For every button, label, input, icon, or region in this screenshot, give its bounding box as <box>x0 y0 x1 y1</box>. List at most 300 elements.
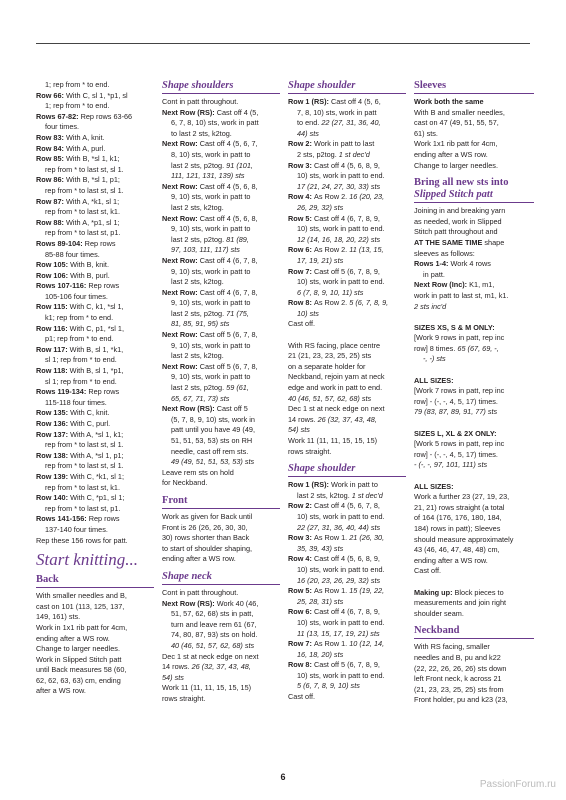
bold-label: Row 105: <box>36 260 71 270</box>
text-run: Cast off 5 (6, 7, 8, <box>199 330 258 340</box>
italic-count: 2 sts inc'd <box>414 301 447 311</box>
text-line <box>36 218 154 229</box>
text-line <box>414 609 534 620</box>
text-run: With A, *sl 1, k1; <box>70 429 124 439</box>
text-run: 9, 10) sts, work in patt to <box>171 224 251 234</box>
text-line <box>414 376 534 387</box>
text-run: k1; rep from * to end. <box>45 313 114 323</box>
bold-label: Rows 89-104: <box>36 238 85 248</box>
text-run: (22, 22, 26, 26, 26) sts down <box>414 663 507 673</box>
text-run: Change to larger needles. <box>414 160 498 170</box>
text-line <box>162 652 280 663</box>
bold-label: Row 1 (RS): <box>288 480 331 490</box>
text-run: With B, sl 1, *k1, <box>69 344 124 354</box>
italic-count: 11 (13, 15, <box>349 245 384 255</box>
bold-label: Row 7: <box>288 266 314 276</box>
text-line <box>162 447 280 458</box>
text-line <box>162 362 280 373</box>
text-run: As Row 1. <box>313 586 350 596</box>
page-number: 6 <box>280 772 286 782</box>
text-run: Cast off 4 (6, 7, 8, <box>199 287 258 297</box>
text-line <box>162 161 280 172</box>
bold-label: SIZES XS, S & M ONLY: <box>414 322 495 332</box>
text-line <box>414 664 534 675</box>
text-line <box>288 171 406 182</box>
italic-count: 10) sts <box>297 308 319 318</box>
text-line <box>288 351 406 362</box>
text-line <box>288 362 406 373</box>
text-run: As Row 2. <box>313 245 350 255</box>
bold-label: AT THE SAME TIME <box>414 237 485 247</box>
text-line <box>414 150 534 161</box>
text-line <box>162 554 280 565</box>
text-line <box>36 144 154 155</box>
bold-label: SIZES L, XL & 2X ONLY: <box>414 428 497 438</box>
text-run: Rep rows <box>88 387 120 397</box>
text-line <box>288 415 406 426</box>
italic-count: 10 (12, 14, <box>349 639 385 649</box>
italic-count: 1 st dec'd <box>338 149 370 159</box>
text-run: 1; rep from * to end. <box>45 80 110 89</box>
text-line <box>36 355 154 366</box>
all-sizes-block-2 <box>414 482 534 577</box>
bold-label: Row 4: <box>288 554 314 564</box>
italic-count: 17 (21, 24, 27, 30, 33) sts <box>297 181 381 191</box>
column-4 <box>414 80 534 706</box>
shoulder-1-instructions <box>288 97 406 330</box>
text-run: [Work 9 rows in patt, rep inc <box>414 333 505 343</box>
text-run: 1; rep from * to end. <box>45 101 110 111</box>
text-line <box>162 245 280 256</box>
italic-count: -, -) sts <box>423 354 446 364</box>
text-line <box>288 394 406 405</box>
text-run: 61) sts. <box>414 128 438 138</box>
text-run: Work 1x1 rib patt for 4cm, <box>414 139 498 149</box>
text-line <box>288 108 406 119</box>
text-line <box>414 439 534 450</box>
shape-neck-heading: Shape neck <box>162 571 280 585</box>
text-line <box>414 556 534 567</box>
bold-label: Row 115: <box>36 302 70 312</box>
text-line <box>162 298 280 309</box>
text-run: Cast off. <box>288 319 316 329</box>
text-line <box>414 642 534 653</box>
text-line <box>414 280 534 291</box>
text-line <box>36 461 154 472</box>
text-run: rep from * to last st, sl 1. <box>45 185 124 195</box>
column-1 <box>36 80 154 697</box>
text-line <box>414 386 534 397</box>
bold-label: Row 8: <box>288 660 314 670</box>
bold-label: Row 88: <box>36 217 67 227</box>
text-run: rep from * to last st, sl 1. <box>45 461 124 471</box>
text-line <box>162 256 280 267</box>
text-line <box>36 377 154 388</box>
text-line <box>36 419 154 430</box>
text-run: 10) sts, work in patt to end. <box>297 564 385 574</box>
text-run: Stitch patt throughout and <box>414 227 498 237</box>
text-line <box>288 161 406 172</box>
text-run: With RS facing, place centre <box>288 340 381 350</box>
text-line <box>414 535 534 546</box>
text-line <box>36 644 154 655</box>
front-instructions <box>162 512 280 565</box>
text-line <box>414 333 534 344</box>
text-line <box>288 118 406 129</box>
text-run: last 2 sts, p2tog. <box>171 234 227 244</box>
text-run: (5, 7, 8, 9, 10) sts, work in <box>171 414 255 424</box>
text-run: Dec 1 st at neck edge on next <box>288 404 385 414</box>
italic-count: 21 (26, 30, <box>349 533 385 543</box>
text-line <box>288 565 406 576</box>
bold-label: Row 137: <box>36 429 71 439</box>
text-line <box>288 512 406 523</box>
text-run: needles and B, pu and k22 <box>414 652 501 662</box>
text-run: should measure approximately <box>414 534 514 544</box>
text-line <box>162 129 280 140</box>
text-line <box>414 429 534 440</box>
italic-count: 16 (20, 23, 26, 29, 32) sts <box>297 575 381 585</box>
text-run: Cast off 5 (6, 7, 8, 9, <box>313 660 380 670</box>
text-run: 9, 10) sts, work in patt to <box>171 192 251 202</box>
bold-label: Next Row: <box>162 255 200 265</box>
text-run: last 2 sts, k2tog. <box>297 490 352 500</box>
bold-label: ALL SIZES: <box>414 481 454 491</box>
text-line <box>162 533 280 544</box>
text-line <box>414 270 534 281</box>
text-run: 115-118 four times. <box>45 397 107 407</box>
shoulders-instructions <box>162 97 280 489</box>
text-line <box>288 235 406 246</box>
text-run: Cont in patt throughout. <box>162 97 239 106</box>
text-run: rep from * to last st, p1. <box>45 228 121 238</box>
text-run: sleeves as follows: <box>414 248 475 258</box>
text-line <box>36 345 154 356</box>
text-run: ending after a WS row. <box>162 554 236 564</box>
bold-label: Next Row: <box>162 213 200 223</box>
italic-count: 16 (20, 23, <box>349 192 385 202</box>
watermark: PassionForum.ru <box>479 779 556 790</box>
bold-label: Row 84: <box>36 143 67 153</box>
text-run: As Row 1. <box>313 533 350 543</box>
text-run: 184) rows in patt); Sleeves <box>414 523 501 533</box>
text-line <box>162 224 280 235</box>
text-line <box>36 91 154 102</box>
text-run: Front is 26 (26, 26, 30, 30, <box>162 522 248 532</box>
text-line <box>36 260 154 271</box>
text-run: last 2 sts, p2tog. <box>171 383 227 393</box>
text-run: rep from * to last st, k1. <box>45 482 121 492</box>
italic-count: 40 (46, 51, 57, 62, 68) sts <box>288 393 372 403</box>
bold-label: Row 116: <box>36 323 70 333</box>
text-run: Work in patt to last <box>313 139 375 149</box>
italic-count: 91 (101, <box>226 160 253 170</box>
text-run: until Back measures 58 (60, <box>36 665 127 675</box>
text-run: Work a further 23 (27, 19, 23, <box>414 492 510 502</box>
text-line <box>288 341 406 352</box>
text-line <box>36 165 154 176</box>
text-line <box>414 492 534 503</box>
shoulder-2-instructions <box>288 480 406 702</box>
text-line <box>414 344 534 355</box>
text-line <box>36 398 154 409</box>
text-line <box>36 80 154 91</box>
text-line <box>288 554 406 565</box>
text-run: 51, 51, 53, 53) sts on RH <box>171 436 253 445</box>
top-rule <box>36 43 530 44</box>
bold-label: Row 135: <box>36 408 71 418</box>
text-line <box>288 671 406 682</box>
text-line <box>36 504 154 515</box>
text-line <box>36 239 154 250</box>
text-line <box>288 372 406 383</box>
sizes-xs-s-m-block <box>414 323 534 365</box>
text-line <box>414 238 534 249</box>
text-run: last 2 sts, k2tog. <box>171 351 224 361</box>
text-line <box>288 203 406 214</box>
text-line <box>36 483 154 494</box>
italic-count: 1 st dec'd <box>351 490 383 500</box>
text-run: rows straight. <box>162 693 206 703</box>
bold-label: Row 136: <box>36 419 71 428</box>
text-line <box>36 451 154 462</box>
bold-label: Making up: <box>414 587 455 597</box>
text-line <box>162 203 280 214</box>
text-run: With smaller needles and B, <box>36 591 127 601</box>
text-run: Cast off 5 <box>216 404 248 414</box>
text-line <box>288 436 406 447</box>
text-run: to start of shoulder shaping, <box>162 543 253 553</box>
text-run: work in patt to last st, m1, k1. <box>414 290 509 300</box>
text-line <box>414 674 534 685</box>
text-line <box>162 97 280 108</box>
text-line <box>162 544 280 555</box>
text-run: rep from * to last st, k1. <box>45 207 121 217</box>
text-run: 10) sts, work in patt to end. <box>297 224 385 234</box>
bold-label: Rows 1-4: <box>414 259 451 269</box>
text-line <box>36 602 154 613</box>
text-line <box>36 112 154 123</box>
text-line <box>36 591 154 602</box>
text-line <box>162 394 280 405</box>
text-run: As Row 2. <box>313 192 350 202</box>
text-line <box>288 97 406 108</box>
text-run: 9, 10) sts, work in patt to <box>171 298 251 308</box>
bold-label: Row 85: <box>36 154 67 164</box>
right-neck-instructions <box>288 341 406 458</box>
text-line <box>288 267 406 278</box>
text-line <box>414 139 534 150</box>
text-line <box>36 324 154 335</box>
text-line <box>36 186 154 197</box>
text-line <box>288 660 406 671</box>
italic-count: 54) sts <box>162 672 184 682</box>
text-line <box>288 586 406 597</box>
bold-label: Row 138: <box>36 450 71 460</box>
text-run: 51, 57, 62, 68) sts in patt, <box>171 609 254 619</box>
text-run: With B, knit. <box>70 260 109 270</box>
bold-label: Rows 141-156: <box>36 514 89 524</box>
text-run: As Row 1. <box>313 639 350 649</box>
text-line <box>162 267 280 278</box>
text-line <box>288 491 406 502</box>
italic-count: 44) sts <box>297 128 319 138</box>
text-line <box>36 292 154 303</box>
text-line <box>288 639 406 650</box>
italic-count: 6 (7, 8, 9, 10, 11) sts <box>297 287 364 297</box>
text-line <box>36 665 154 676</box>
text-run: Rep rows <box>88 514 120 524</box>
italic-count: 49 (49, 51, 51, 53, 53) sts <box>171 457 255 467</box>
text-line <box>36 676 154 687</box>
text-run: [Work 7 rows in patt, rep inc <box>414 386 505 396</box>
back-instructions <box>36 591 154 697</box>
start-knitting-heading: Start knitting... <box>36 550 138 570</box>
text-line <box>36 175 154 186</box>
text-line <box>36 101 154 112</box>
italic-count: - (-, -, 97, 101, 111) sts <box>414 460 488 470</box>
text-run: last 2 sts, k2tog. <box>171 202 224 212</box>
text-line <box>288 129 406 140</box>
text-line <box>36 634 154 645</box>
text-line <box>414 513 534 524</box>
text-run: With A, *k1, sl 1; <box>66 196 120 206</box>
text-run: 105-106 four times. <box>45 291 108 301</box>
text-line <box>162 662 280 673</box>
bold-label: Next Row: <box>162 139 200 149</box>
text-line <box>162 468 280 479</box>
text-line <box>162 609 280 620</box>
text-line <box>288 681 406 692</box>
text-line <box>36 154 154 165</box>
text-line <box>36 228 154 239</box>
text-line <box>162 288 280 299</box>
text-line <box>288 597 406 608</box>
text-run: Rep rows <box>84 238 116 248</box>
text-line <box>162 641 280 652</box>
bold-label: Row 118: <box>36 366 70 376</box>
text-run: With C, *p1, sl 1; <box>70 493 125 503</box>
text-line <box>288 256 406 267</box>
bold-label: Row 7: <box>288 639 314 649</box>
text-run: 6, 7, 8, 10) sts, work in patt <box>171 118 259 128</box>
bold-label: Rows 67-82: <box>36 111 81 121</box>
text-line <box>162 457 280 468</box>
text-run: Work in Slipped Stitch patt <box>36 654 122 664</box>
bold-label: Row 6: <box>288 607 314 617</box>
text-line <box>162 478 280 489</box>
text-run: [Work 5 rows in patt, rep inc <box>414 439 505 449</box>
text-run: 10) sts, work in patt to end. <box>297 277 385 287</box>
text-line <box>414 97 534 108</box>
text-line <box>162 277 280 288</box>
all-sizes-block-1 <box>414 376 534 418</box>
italic-count: 5 (6, 7, 8, 9, 10) sts <box>297 681 360 691</box>
bold-label: Next Row (Inc): <box>414 280 470 290</box>
text-run: 43 (46, 46, 47, 48, 48) cm, <box>414 545 500 555</box>
text-run: Cast off 4 (5, 6, 7, 8, <box>313 501 380 511</box>
bold-label: Next Row (RS): <box>162 404 217 414</box>
text-run: cast on 101 (113, 125, 137, <box>36 601 125 611</box>
text-run: turn and leave rem 61 (67, <box>171 619 257 629</box>
pattern-rows-block <box>36 80 154 546</box>
bold-label: Row 5: <box>288 586 314 596</box>
bold-label: Next Row: <box>162 181 200 191</box>
text-line <box>414 460 534 471</box>
text-line <box>36 302 154 313</box>
text-run: 85-88 four times. <box>45 249 100 259</box>
text-run: Cast off. <box>288 692 316 702</box>
shape-shoulders-heading: Shape shoulders <box>162 80 280 94</box>
text-line <box>36 334 154 345</box>
text-run: Cast off 4 (5, 6, <box>330 97 381 106</box>
text-line <box>162 425 280 436</box>
italic-count: 17, 19, 21) sts <box>297 255 344 265</box>
text-run: With C, knit. <box>70 408 110 418</box>
slipped-stitch-instructions <box>414 206 534 312</box>
text-run: As Row 2. <box>313 298 350 308</box>
text-run: With A, purl. <box>66 143 106 153</box>
text-line <box>414 397 534 408</box>
bold-label: ALL SIZES: <box>414 375 454 385</box>
text-run: sl 1; rep from * to end. <box>45 355 117 365</box>
text-line <box>414 118 534 129</box>
text-run: after a WS row. <box>36 686 86 696</box>
text-line <box>36 207 154 218</box>
italic-count: 22 (27, 31, 36, 40, 44) sts <box>297 522 381 532</box>
text-line <box>162 171 280 182</box>
bold-label: Row 140: <box>36 493 71 503</box>
text-run: of 164 (176, 176, 180, 184, <box>414 513 502 523</box>
text-line <box>36 493 154 504</box>
text-line <box>288 692 406 703</box>
text-run: patt until you have 49 (49, <box>171 425 255 435</box>
text-run: as needed, work in Slipped <box>414 216 502 226</box>
text-run: Block pieces to <box>454 587 504 597</box>
text-line <box>162 383 280 394</box>
text-line <box>288 224 406 235</box>
text-run: Work in 1x1 rib patt for 4cm, <box>36 622 128 632</box>
bring-sts-heading-line-2: Slipped Stitch patt <box>414 189 534 203</box>
text-line <box>162 319 280 330</box>
text-line <box>414 161 534 172</box>
text-line <box>288 629 406 640</box>
italic-count: 22 (27, 31, 36, 40, <box>321 118 381 128</box>
text-line <box>162 620 280 631</box>
text-line <box>162 182 280 193</box>
making-up-block <box>414 588 534 620</box>
text-run: 62, 62, 63, 63) cm, ending <box>36 675 121 685</box>
text-line <box>414 653 534 664</box>
bold-label: Row 83: <box>36 132 67 142</box>
italic-count: 5 (6, 7, 8, 9, <box>349 298 389 308</box>
text-run: With C, *k1, sl 1; <box>70 471 124 481</box>
italic-count: 54) sts <box>288 425 310 435</box>
text-line <box>288 523 406 534</box>
text-run: With A, knit. <box>66 132 105 142</box>
text-line <box>414 524 534 535</box>
text-line <box>288 192 406 203</box>
text-run: edge and work in patt to end. <box>288 383 383 393</box>
text-line <box>288 214 406 225</box>
text-line <box>288 480 406 491</box>
sleeves-instructions <box>414 97 534 171</box>
text-line <box>36 686 154 697</box>
italic-count: 25, 28, 31) sts <box>297 596 344 606</box>
text-run: cast on 47 (49, 51, 55, 57, <box>414 118 499 128</box>
text-line <box>162 214 280 225</box>
text-line <box>36 281 154 292</box>
